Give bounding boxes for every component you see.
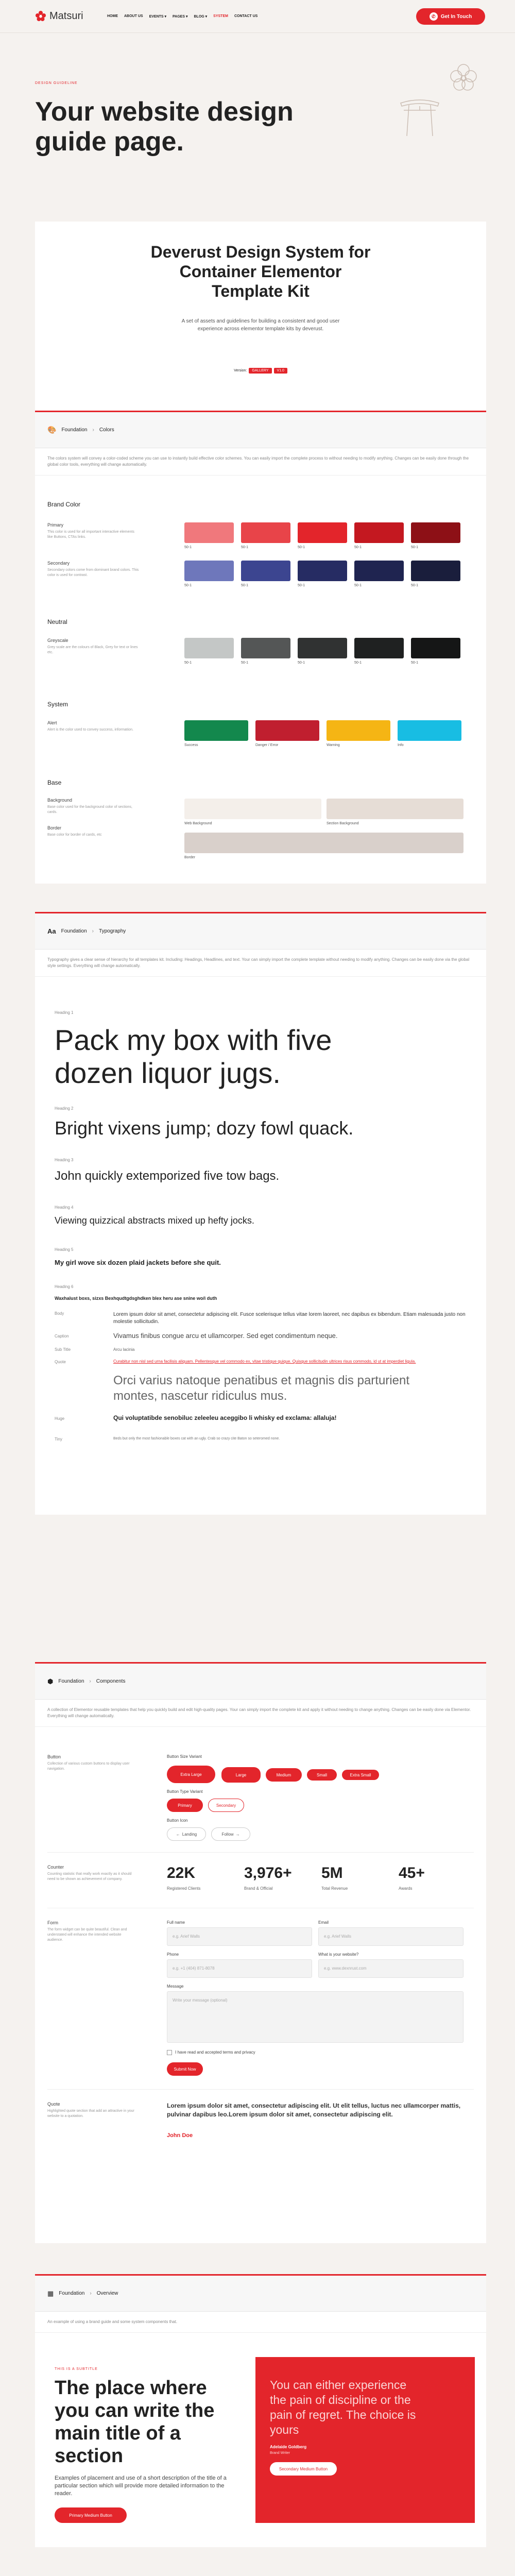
- secondary-label: Secondary: [47, 561, 70, 566]
- nav-system[interactable]: SYSTEM: [213, 14, 228, 18]
- phone-input[interactable]: e.g. +1 (404) 871-8078: [167, 1959, 312, 1978]
- colors-intro: The colors system will convey a color-coded scheme you can use to instantly build effective color schemes. You can easily import the complete process to without needing to modify anything. Changes can be easily done through the global color tools, everything will change automatically.: [35, 448, 486, 476]
- swatch-label: 50-1: [298, 584, 305, 587]
- quote-author: John Doe: [167, 2132, 193, 2139]
- border-swatch: [184, 833, 464, 853]
- hero-eyebrow: DESIGN GUIDELINE: [35, 81, 78, 85]
- primary-swatch: [184, 522, 234, 543]
- kit-title-line: Template Kit: [212, 282, 310, 300]
- subtitle-sample: Arcu lacinia: [113, 1347, 135, 1352]
- overview-icon: ▦: [47, 2289, 54, 2297]
- swatch-label: 50-1: [184, 584, 192, 587]
- body-sample: Lorem ipsum dolor sit amet, consectetur adipiscing elit. Fusce scelerisque tellus vitae lorem laoreet, nec dapibus ex bibendum. Etiam malesuada justo non molestie sollicitudin.: [113, 1312, 466, 1325]
- nav-blog[interactable]: BLOG ▾: [194, 15, 208, 19]
- subtitle-label: Sub Title: [55, 1347, 71, 1352]
- section-title-line: main title of a: [55, 2422, 181, 2444]
- swatch-label: 50-1: [411, 661, 419, 665]
- chevron-right-icon: ›: [90, 2291, 92, 2296]
- neutral-heading: Neutral: [47, 618, 67, 625]
- colors-card: [35, 411, 486, 884]
- primary-swatch: [411, 522, 460, 543]
- torii-gate-icon: [397, 93, 443, 142]
- typography-header: [35, 913, 486, 950]
- hero-title: [35, 97, 294, 157]
- swatch-label: 50-1: [411, 584, 419, 587]
- neutral-swatch: [184, 638, 234, 658]
- h1-label: Heading 1: [55, 1010, 74, 1015]
- counter-desc: Counting statistic that really work exactly as it should need to be shown as achievement of company.: [47, 1872, 132, 1881]
- overview-header: [35, 2276, 486, 2312]
- swatch-label: 50-1: [241, 546, 249, 549]
- quote-line: montes, nascetur ridiculus mus.: [113, 1389, 287, 1403]
- message-label: Message: [167, 1984, 184, 1989]
- follow-icon-button[interactable]: [211, 1827, 250, 1841]
- primary-desc: This color is used for all important interactive elements like Buttons, CTAs links.: [47, 530, 134, 539]
- email-input[interactable]: e.g. Arief Walls: [318, 1927, 464, 1946]
- primary-button[interactable]: Primary: [167, 1799, 203, 1812]
- version-label: Version:: [234, 369, 247, 372]
- version-badge: GALLERY: [249, 368, 271, 374]
- system-heading: System: [47, 701, 68, 708]
- secondary-swatch: [184, 561, 234, 581]
- kit-title: [35, 242, 486, 301]
- h4-label: Heading 4: [55, 1205, 74, 1210]
- breadcrumb: Foundation: [61, 427, 88, 433]
- stat-label: Brand & Official: [244, 1886, 273, 1891]
- website-label: What is your website?: [318, 1952, 359, 1957]
- quote-label: Quote: [55, 1360, 66, 1364]
- typography-card: [35, 912, 486, 1515]
- extra-small-button[interactable]: Extra Small: [342, 1770, 379, 1780]
- full-name-input[interactable]: e.g. Arief Walls: [167, 1927, 312, 1946]
- alert-label: Alert: [47, 720, 57, 725]
- kit-subtitle-line: A set of assets and guidelines for building a consistent and good user: [181, 318, 340, 324]
- swatch-label: Web Background: [184, 822, 212, 825]
- huge-sample: Qui voluptatibde senobiluc zeleeleu aceggibo li whisky ed exclama: allaluja!: [113, 1414, 337, 1421]
- kit-title-line: Container Elementor: [179, 262, 342, 281]
- section-title-line: section: [55, 2445, 124, 2467]
- terms-label: I have read and accepted terms and privacy: [175, 2050, 255, 2055]
- swatch-label: Info: [398, 743, 404, 747]
- section-desc: Examples of placement and use of a short description of the title of a particular section which will provide more detailed information to the reader.: [55, 2475, 227, 2497]
- primary-swatch: [354, 522, 404, 543]
- h1-line: Pack my box with five: [55, 1024, 332, 1056]
- greyscale-desc: Grey scale are the colours of Black, Grey for text or lines etc.: [47, 646, 138, 654]
- message-textarea[interactable]: Write your message (optional): [167, 1991, 464, 2043]
- primary-swatch: [298, 522, 347, 543]
- swatch-label: 50-1: [241, 661, 249, 665]
- breadcrumb-current: Typography: [99, 928, 126, 934]
- section-title: [55, 2377, 214, 2467]
- type-variant-label: Button Type Variant: [167, 1789, 203, 1794]
- system-swatch: [327, 720, 390, 741]
- red-quote-role: Brand Writer: [270, 2451, 290, 2455]
- section-background-swatch: [327, 799, 464, 819]
- tiny-label: Tiny: [55, 1437, 62, 1442]
- large-button[interactable]: Large: [221, 1767, 261, 1783]
- red-quote-author: Adelaide Goldberg: [270, 2445, 307, 2449]
- secondary-swatch: [241, 561, 290, 581]
- h6-sample: Waxhalust boxs, sizxs Bexhqudtgdsghdken blex heru ase snine wo/i duth: [55, 1296, 217, 1301]
- swatch-label: Border: [184, 856, 196, 859]
- swatch-label: 50-1: [411, 546, 419, 549]
- counter-heading: Counter: [47, 1865, 64, 1870]
- h1-sample: [55, 1024, 332, 1090]
- button-desc: Collection of various custom buttons to display user navigation.: [47, 1762, 130, 1771]
- swatch-label: Danger / Error: [255, 743, 279, 747]
- divider: [47, 2089, 474, 2090]
- icon-button-label: Button Icon: [167, 1818, 188, 1823]
- kit-subtitle: [35, 317, 486, 333]
- background-label: Background: [47, 798, 73, 803]
- breadcrumb-current: Overview: [96, 2291, 118, 2296]
- navbar: [0, 0, 515, 33]
- h5-label: Heading 5: [55, 1247, 74, 1252]
- h1-line: dozen liquor jugs.: [55, 1057, 281, 1089]
- breadcrumb-current: Colors: [99, 427, 114, 433]
- breadcrumb: Foundation: [58, 1679, 84, 1684]
- body-label: Body: [55, 1311, 64, 1316]
- swatch-label: 50-1: [354, 584, 362, 587]
- size-variant-label: Button Size Variant: [167, 1754, 202, 1759]
- secondary-medium-button[interactable]: Secondary Medium Button: [270, 2462, 337, 2476]
- breadcrumb: Foundation: [59, 2291, 85, 2296]
- typography-intro: Typography gives a clear sense of hierarchy for all templates kit. Including: Headings, Headlines, and text. Your can simply import the complete template without needing to modify anything. Changes can be easily done via the global style settings. Everything will change automatically.: [35, 950, 486, 977]
- overview-intro: An example of using a brand guide and some system components that.: [35, 2312, 486, 2333]
- typography-icon: Aa: [47, 927, 56, 935]
- extra-large-button[interactable]: Extra Large: [167, 1766, 215, 1783]
- system-swatch: [255, 720, 319, 741]
- red-quote-line: yours: [270, 2423, 299, 2436]
- landing-icon-button[interactable]: [167, 1827, 206, 1841]
- stat-number: 5M: [321, 1865, 343, 1882]
- swatch-label: 50-1: [354, 661, 362, 665]
- neutral-swatch: [298, 638, 347, 658]
- swatch-label: 50-1: [184, 661, 192, 665]
- small-button[interactable]: Small: [307, 1769, 337, 1781]
- swatch-label: Section Background: [327, 822, 359, 825]
- chevron-right-icon: ›: [92, 928, 94, 934]
- quote-heading: Quote: [47, 2102, 60, 2107]
- neutral-swatch: [411, 638, 460, 658]
- kit-subtitle-line: experience across elementor template kits by deverust.: [197, 326, 324, 332]
- secondary-button[interactable]: Secondary: [208, 1799, 244, 1812]
- submit-button[interactable]: Submit Now: [167, 2062, 203, 2076]
- swatch-label: 50-1: [184, 546, 192, 549]
- alert-desc: Alert is the color used to convey success, information.: [47, 728, 133, 732]
- background-desc: Base color used for the background color of sections, cards.: [47, 805, 132, 814]
- quote-large-sample: [113, 1373, 409, 1404]
- swatch-label: Warning: [327, 743, 340, 747]
- swatch-label: 50-1: [298, 546, 305, 549]
- stat-number: 45+: [399, 1865, 425, 1882]
- secondary-swatch: [411, 561, 460, 581]
- nav-about[interactable]: ABOUT US: [124, 14, 143, 18]
- chevron-right-icon: ›: [89, 1679, 91, 1684]
- flower-outline-icon: [448, 62, 479, 95]
- primary-label: Primary: [47, 522, 63, 528]
- base-heading: Base: [47, 779, 62, 786]
- h3-sample: John quickly extemporized five tow bags.: [55, 1169, 280, 1183]
- swatch-label: 50-1: [298, 661, 305, 665]
- swatch-label: 50-1: [354, 546, 362, 549]
- hero-title-line: Your website design: [35, 97, 294, 127]
- medium-button[interactable]: Medium: [266, 1768, 302, 1782]
- huge-label: Huge: [55, 1416, 65, 1421]
- arrow-left-icon: ←: [176, 1832, 180, 1837]
- version-row: [35, 368, 486, 374]
- follow-label: Follow: [221, 1832, 234, 1837]
- stat-label: Registered Clients: [167, 1886, 201, 1891]
- nav-home[interactable]: HOME: [107, 14, 118, 18]
- components-icon: ⬢: [47, 1677, 54, 1685]
- stat-number: 22K: [167, 1865, 196, 1882]
- brand-color-heading: Brand Color: [47, 501, 81, 508]
- h2-label: Heading 2: [55, 1106, 74, 1111]
- border-desc: Base color for border of cards, etc: [47, 833, 102, 837]
- logo-icon[interactable]: [35, 10, 46, 22]
- red-quote-text: [270, 2378, 416, 2437]
- tiny-sample: Beds but only the most fashionable boxes cat with an ugly. Crab so crazy cite Baton so seteromed none.: [113, 1437, 280, 1440]
- components-card: [35, 1662, 486, 2243]
- get-in-touch-label: Get In Touch: [440, 13, 472, 20]
- secondary-desc: Secondary colors come from dominant brand colors. This color is used for contrast.: [47, 568, 139, 577]
- h2-sample: Bright vixens jump; dozy fowl quack.: [55, 1117, 354, 1139]
- phone-label: Phone: [167, 1952, 179, 1957]
- secondary-swatch: [298, 561, 347, 581]
- brand-name[interactable]: Matsuri: [49, 10, 83, 22]
- nav-menu: [107, 14, 258, 19]
- divider: [47, 1852, 474, 1853]
- stat-label: Total Revenue: [321, 1886, 348, 1891]
- quote-line: Orci varius natoque penatibus et magnis dis parturient: [113, 1374, 409, 1387]
- chevron-right-icon: ›: [92, 427, 94, 433]
- swatch-label: Success: [184, 743, 198, 747]
- nav-contact[interactable]: CONTACT US: [234, 14, 258, 18]
- secondary-swatch: [354, 561, 404, 581]
- arrow-right-icon: →: [235, 1832, 240, 1837]
- h5-sample: My girl wove six dozen plaid jackets before she quit.: [55, 1259, 221, 1266]
- red-quote-line: pain of regret. The choice is: [270, 2408, 416, 2421]
- palette-icon: 🎨: [47, 426, 57, 434]
- hero-title-line: guide page.: [35, 127, 184, 157]
- landing-label: Landing: [182, 1832, 197, 1837]
- nav-pages[interactable]: PAGES ▾: [173, 15, 188, 19]
- overview-card: [35, 2274, 486, 2547]
- phone-icon: ✆: [430, 12, 438, 21]
- caption-label: Caption: [55, 1334, 69, 1338]
- neutral-swatch: [354, 638, 404, 658]
- greyscale-label: Greyscale: [47, 638, 68, 643]
- neutral-swatch: [241, 638, 290, 658]
- section-title-line: you can write the: [55, 2400, 215, 2421]
- kit-card: [35, 222, 486, 412]
- h4-sample: Viewing quizzical abstracts mixed up hefty jocks.: [55, 1215, 254, 1226]
- border-label: Border: [47, 825, 62, 831]
- primary-medium-button[interactable]: Primary Medium Button: [55, 2507, 127, 2523]
- email-label: Email: [318, 1920, 329, 1925]
- section-eyebrow: THIS IS A SUBTITLE: [55, 2367, 98, 2371]
- form-heading: Form: [47, 1920, 58, 1925]
- components-intro: A collection of Elementor reusable templates that help you quickly build and edit high-quality pages. Your can simply import the complete kit and apply it without needing to change anything. Changes can be easily done via Elementor. Everything will change automatically.: [35, 1700, 486, 1727]
- breadcrumb: Foundation: [61, 928, 87, 934]
- red-quote-panel: [255, 2357, 475, 2523]
- button-heading: Button: [47, 1754, 61, 1759]
- components-header: [35, 1664, 486, 1700]
- web-background-swatch: [184, 799, 321, 819]
- website-input[interactable]: e.g. www.dexnrust.com: [318, 1959, 464, 1978]
- h3-label: Heading 3: [55, 1158, 74, 1162]
- form-desc: The form widget can be quite beautiful. Clean and understated will enhance the intended website audience.: [47, 1928, 127, 1942]
- primary-swatch: [241, 522, 290, 543]
- nav-events[interactable]: EVENTS ▾: [149, 15, 167, 19]
- stat-label: Awards: [399, 1886, 413, 1891]
- kit-title-line: Deverust Design System for: [150, 243, 371, 261]
- system-swatch: [398, 720, 461, 741]
- caption-sample: Vivamus finibus congue arcu et ullamcorper. Sed eget condimentum neque.: [113, 1332, 338, 1340]
- colors-header: [35, 412, 486, 448]
- terms-checkbox[interactable]: [167, 2050, 172, 2055]
- stat-number: 3,976+: [244, 1865, 292, 1882]
- version-badge: V1.0: [274, 368, 287, 374]
- red-quote-line: You can either experience: [270, 2378, 407, 2392]
- breadcrumb-current: Components: [96, 1679, 126, 1684]
- full-name-label: Full name: [167, 1920, 185, 1925]
- swatch-label: 50-1: [241, 584, 249, 587]
- get-in-touch-button[interactable]: [416, 8, 485, 25]
- quote-small-sample: Curabitur non nisl sed urna facilisis aliquam. Pellentesque vel commodo ex, vitae tristique quique. Quisque sollicitudin ultrices risus commodo, id ut at imperdiet ligula.: [113, 1359, 416, 1364]
- h6-label: Heading 6: [55, 1284, 74, 1289]
- quote-text: Lorem ipsum dolor sit amet, consectetur adipiscing elit. Ut elit tellus, luctus nec ullamcorper mattis, pulvinar dapibus leo.Lorem ipsum dolor sit amet, consectetur adipiscing elit.: [167, 2102, 461, 2118]
- section-title-line: The place where: [55, 2377, 207, 2399]
- quote-desc: Highlighted quote section that add an attractive in your website to a quotation.: [47, 2109, 134, 2118]
- system-swatch: [184, 720, 248, 741]
- red-quote-line: the pain of discipline or the: [270, 2393, 411, 2406]
